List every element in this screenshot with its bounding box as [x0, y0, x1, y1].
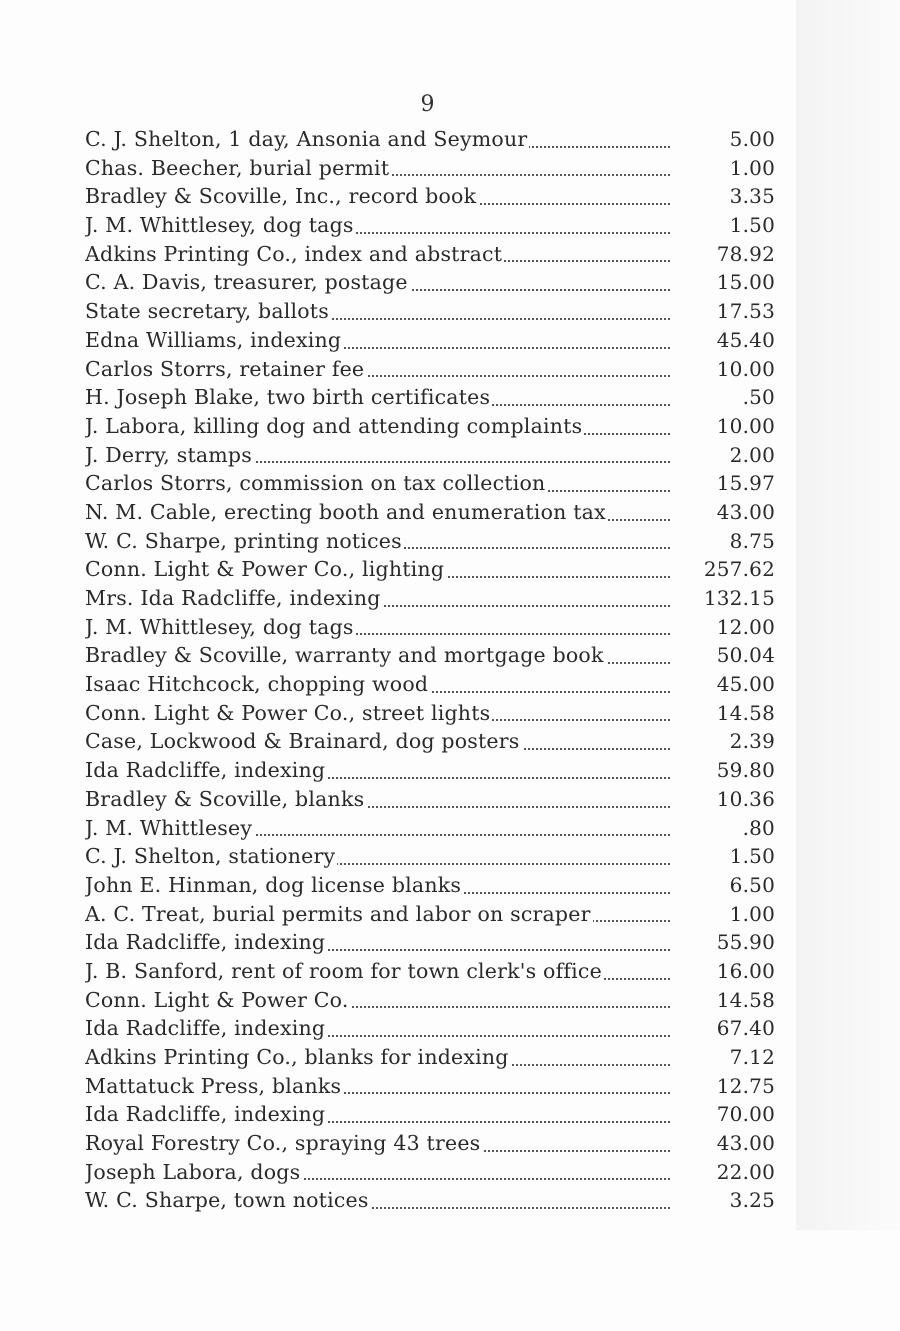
- entry-description-cell: [85, 154, 670, 183]
- entry-description: Adkins Printing Co., blanks for indexing: [85, 1045, 509, 1069]
- entry-description: Ida Radcliffe, indexing: [85, 758, 326, 783]
- entry-description-cell: [85, 383, 670, 412]
- ledger-row: [85, 1158, 775, 1187]
- entry-amount: 2.39: [729, 729, 775, 754]
- ledger-row: [85, 1014, 775, 1043]
- entry-amount: 12.75: [716, 1073, 775, 1098]
- ledger-row: [85, 441, 775, 470]
- entry-description-cell: [85, 268, 670, 297]
- entry-description-cell: [85, 355, 670, 384]
- ledger-row: [85, 355, 775, 384]
- ledger-row: [85, 1100, 775, 1129]
- entry-description-cell: [85, 412, 670, 441]
- entry-description: Mattatuck Press, blanks: [85, 1073, 342, 1098]
- entry-description: W. C. Sharpe, printing notices: [85, 528, 402, 553]
- entry-description: Conn. Light & Power Co., lighting: [85, 557, 445, 582]
- ledger-row: [85, 727, 775, 756]
- entry-description-cell: [85, 957, 670, 986]
- ledger-row: [85, 986, 775, 1015]
- scan-shadow: [796, 0, 900, 1230]
- entry-description: A. C. Treat, burial permits and labor on scraper: [85, 901, 591, 926]
- entry-description-cell: [85, 211, 670, 240]
- ledger-row: [85, 297, 775, 326]
- entry-description: W. C. Sharpe, town notices: [85, 1188, 369, 1213]
- entry-amount: 45.00: [716, 672, 775, 697]
- entry-description: Mrs. Ida Radcliffe, indexing: [85, 586, 381, 610]
- entry-description-cell: [85, 182, 670, 211]
- entry-amount: 6.50: [729, 872, 775, 897]
- entry-description: Conn. Light & Power Co.: [85, 987, 349, 1012]
- ledger-row: [85, 469, 775, 498]
- entry-description: Joseph Labora, dogs: [85, 1159, 301, 1184]
- entry-description: H. Joseph Blake, two birth certificates: [85, 385, 491, 410]
- ledger-row: [85, 957, 775, 986]
- ledger-row: [85, 785, 775, 814]
- ledger-row: [85, 383, 775, 412]
- entry-description-cell: [85, 986, 670, 1015]
- entry-description: John E. Hinman, dog license blanks: [85, 872, 462, 897]
- entry-description: N. M. Cable, erecting booth and enumeration tax: [85, 499, 606, 524]
- entry-description-cell: [85, 756, 670, 785]
- entry-amount: 16.00: [716, 958, 775, 983]
- entry-description: Conn. Light & Power Co., street lights: [85, 700, 491, 725]
- ledger-row: [85, 871, 775, 900]
- entry-amount: 3.35: [729, 184, 775, 209]
- entry-description: Chas. Beecher, burial permit: [85, 155, 390, 180]
- entry-description: Ida Radcliffe, indexing: [85, 1102, 326, 1127]
- ledger-row: [85, 125, 775, 154]
- entry-amount: 43.00: [716, 1131, 775, 1156]
- entry-description-cell: [85, 125, 670, 154]
- entry-description-cell: [85, 1043, 670, 1072]
- entry-description-cell: [85, 900, 670, 929]
- entry-amount: 1.50: [729, 213, 775, 238]
- entry-amount: 3.25: [729, 1188, 775, 1213]
- entry-description: State secretary, ballots: [85, 299, 329, 324]
- entry-description-cell: [85, 670, 670, 699]
- entry-amount: 1.00: [729, 901, 775, 926]
- entry-description: Carlos Storrs, commission on tax collection: [85, 471, 546, 496]
- entry-description: J. B. Sanford, rent of room for town clerk's office: [85, 958, 602, 983]
- entry-description-cell: [85, 785, 670, 814]
- ledger-row: [85, 555, 775, 584]
- entry-description-cell: [85, 498, 670, 527]
- entry-amount: 257.62: [703, 557, 775, 582]
- entry-description: Royal Forestry Co., spraying 43 trees: [85, 1131, 481, 1156]
- entry-amount: 14.58: [716, 700, 775, 725]
- ledger-row: [85, 584, 775, 613]
- entry-description-cell: [85, 469, 670, 498]
- ledger-row: [85, 1129, 775, 1158]
- entry-amount: 15.00: [716, 270, 775, 295]
- entry-description-cell: [85, 641, 670, 670]
- entry-amount: 55.90: [716, 930, 775, 955]
- entry-description-cell: [85, 727, 670, 756]
- entry-amount: 8.75: [729, 528, 775, 553]
- ledger-row: [85, 527, 775, 556]
- entry-amount: 17.53: [716, 299, 775, 324]
- entry-description: Ida Radcliffe, indexing: [85, 930, 326, 955]
- ledger-row: [85, 928, 775, 957]
- entry-amount: 7.12: [729, 1045, 775, 1069]
- expense-ledger: [85, 125, 775, 1215]
- ledger-row: [85, 842, 775, 871]
- entry-amount: 59.80: [716, 758, 775, 783]
- ledger-row: [85, 154, 775, 183]
- entry-description-cell: [85, 613, 670, 642]
- entry-description-cell: [85, 1100, 670, 1129]
- entry-description: Bradley & Scoville, blanks: [85, 786, 365, 811]
- entry-amount: 132.15: [703, 586, 775, 610]
- ledger-row: [85, 613, 775, 642]
- entry-description-cell: [85, 842, 670, 871]
- entry-amount: 78.92: [716, 241, 775, 266]
- ledger-row: [85, 699, 775, 728]
- entry-description: J. Labora, killing dog and attending complaints: [85, 413, 583, 438]
- entry-description-cell: [85, 326, 670, 355]
- page-number: 9: [420, 92, 435, 117]
- entry-description-cell: [85, 1014, 670, 1043]
- ledger-row: [85, 211, 775, 240]
- ledger-row: [85, 326, 775, 355]
- entry-description: C. J. Shelton, 1 day, Ansonia and Seymour: [85, 127, 528, 151]
- entry-amount: 10.36: [716, 786, 775, 811]
- entry-description-cell: [85, 1129, 670, 1158]
- entry-description-cell: [85, 699, 670, 728]
- ledger-row: [85, 814, 775, 843]
- entry-amount: 10.00: [716, 413, 775, 438]
- entry-amount: 43.00: [716, 499, 775, 524]
- entry-description: Bradley & Scoville, warranty and mortgage book: [85, 643, 604, 668]
- ledger-row: [85, 268, 775, 297]
- ledger-row: [85, 756, 775, 785]
- entry-description-cell: [85, 871, 670, 900]
- entry-amount: 12.00: [716, 614, 775, 639]
- ledger-row: [85, 900, 775, 929]
- entry-description: Carlos Storrs, retainer fee: [85, 356, 365, 381]
- entry-amount: 67.40: [716, 1016, 775, 1041]
- entry-amount: 45.40: [716, 327, 775, 352]
- entry-description: J. M. Whittlesey, dog tags: [85, 213, 354, 238]
- ledger-row: [85, 1072, 775, 1101]
- entry-description: J. M. Whittlesey, dog tags: [85, 614, 354, 639]
- entry-description-cell: [85, 584, 670, 613]
- entry-description: J. M. Whittlesey: [85, 815, 253, 840]
- ledger-row: [85, 1043, 775, 1072]
- entry-description-cell: [85, 928, 670, 957]
- ledger-row: [85, 670, 775, 699]
- entry-description-cell: [85, 1072, 670, 1101]
- entry-amount: 10.00: [716, 356, 775, 381]
- entry-description-cell: [85, 1158, 670, 1187]
- entry-amount: 1.50: [729, 844, 775, 869]
- entry-description-cell: [85, 527, 670, 556]
- entry-description: Isaac Hitchcock, chopping wood: [85, 672, 429, 697]
- entry-description-cell: [85, 555, 670, 584]
- ledger-row: [85, 240, 775, 269]
- ledger-row: [85, 641, 775, 670]
- ledger-row: [85, 498, 775, 527]
- entry-description-cell: [85, 441, 670, 470]
- entry-description-cell: [85, 1186, 670, 1215]
- entry-amount: 15.97: [716, 471, 775, 496]
- entry-description-cell: [85, 240, 670, 269]
- entry-amount: 14.58: [716, 987, 775, 1012]
- entry-amount: 2.00: [729, 442, 775, 467]
- entry-description: Adkins Printing Co., index and abstract: [85, 241, 503, 266]
- entry-description: C. J. Shelton, stationery: [85, 844, 336, 869]
- entry-amount: 22.00: [716, 1159, 775, 1184]
- entry-description-cell: [85, 297, 670, 326]
- entry-amount: 50.04: [716, 643, 775, 668]
- entry-description: Ida Radcliffe, indexing: [85, 1016, 326, 1041]
- entry-description: C. A. Davis, treasurer, postage: [85, 270, 408, 295]
- entry-amount: 1.00: [729, 155, 775, 180]
- entry-amount: .50: [742, 385, 775, 410]
- entry-amount: 5.00: [729, 127, 775, 151]
- entry-description: Edna Williams, indexing: [85, 327, 342, 352]
- ledger-row: [85, 412, 775, 441]
- entry-amount: 70.00: [716, 1102, 775, 1127]
- ledger-row: [85, 182, 775, 211]
- entry-description: J. Derry, stamps: [85, 442, 252, 467]
- entry-description: Case, Lockwood & Brainard, dog posters: [85, 729, 520, 754]
- entry-amount: .80: [742, 815, 775, 840]
- ledger-row: [85, 1186, 775, 1215]
- entry-description: Bradley & Scoville, Inc., record book: [85, 184, 477, 209]
- entry-description-cell: [85, 814, 670, 843]
